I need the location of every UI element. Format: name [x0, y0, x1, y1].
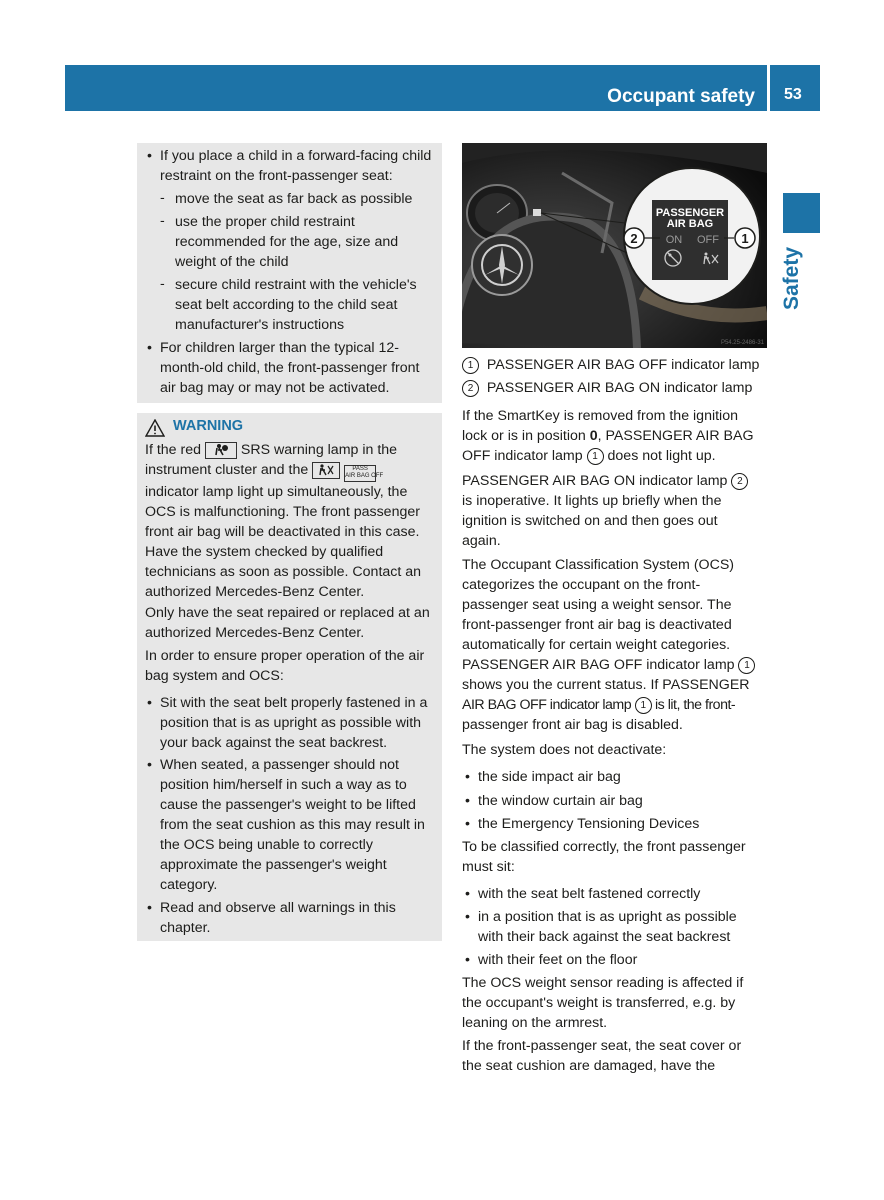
page-number-box — [770, 65, 820, 111]
panel-title-1: PASSENGER — [655, 207, 725, 219]
legend-item-2: 2 PASSENGER AIR BAG ON indicator lamp — [462, 378, 752, 398]
bullet: • — [147, 695, 152, 711]
warning-paragraph: Only have the seat repaired or replaced at an authorized Mercedes-Benz Center. — [145, 605, 430, 641]
section-title: Occupant safety — [607, 86, 755, 107]
bullet: • — [465, 769, 470, 785]
warning-title: WARNING — [173, 418, 244, 434]
bullet: • — [465, 952, 470, 968]
bullet-text: Read and observe all warnings in this chapter. — [160, 900, 396, 936]
paragraph-on-lamp: PASSENGER AIR BAG ON indicator lamp 2 is inoperative. It lights up briefly when the ignition is switched on and then goes out again. — [462, 471, 748, 551]
dash-text: move the seat as far back as possible — [175, 191, 413, 207]
child-restraint-box — [137, 143, 442, 403]
list-item: with their feet on the floor — [478, 952, 638, 968]
page-number: 53 — [784, 86, 802, 103]
paragraph-damaged: If the front-passenger seat, the seat cover or the seat cushion are damaged, have the — [462, 1038, 742, 1074]
bullet: • — [147, 900, 152, 916]
warning-triangle-icon — [145, 419, 165, 437]
warning-paragraph: In order to ensure proper operation of the air bag system and OCS: — [145, 648, 425, 684]
paragraph-not-deactivate: The system does not deactivate: — [462, 742, 667, 758]
legend-item-1: 1 PASSENGER AIR BAG OFF indicator lamp — [462, 355, 759, 375]
bullet: • — [147, 148, 152, 164]
header-bar — [65, 65, 767, 111]
dashboard-illustration — [462, 143, 767, 348]
dash: - — [160, 276, 165, 292]
paragraph-classified: To be classified correctly, the front passenger must sit: — [462, 839, 746, 875]
passenger-airbag-icon — [312, 462, 340, 479]
bullet-text: If you place a child in a forward-facing child restraint on the front-passenger seat: — [160, 148, 432, 184]
list-item: the Emergency Tensioning Devices — [478, 816, 700, 832]
bullet-text: When seated, a passenger should not position him/herself in such a way as to cause the passenger's weight to be lifted from the seat cushion as this may result in the OCS being unable to correctly approximate the passenger's weight category. — [160, 757, 425, 893]
list-item: in a position that is as upright as possible with their back against the seat backrest — [478, 909, 737, 945]
dash-text: use the proper child restraint recommended for the age, size and weight of the child — [175, 214, 399, 270]
callout-1-marker: 1 — [738, 657, 755, 674]
list-item: with the seat belt fastened correctly — [478, 886, 701, 902]
passenger-airbag-off-icon: PASS AIR BAG OFF — [344, 465, 376, 482]
dash: - — [160, 213, 165, 229]
bullet-text: Sit with the seat belt properly fastened in a position that is as upright as possible with your back against the seat backrest. — [160, 695, 428, 751]
callout-1-label: 1 — [741, 231, 749, 246]
callout-2-marker: 2 — [462, 380, 479, 397]
callout-2-marker: 2 — [731, 473, 748, 490]
callout-2-label: 2 — [630, 231, 638, 246]
on-label: ON — [665, 234, 683, 246]
bullet: • — [147, 757, 152, 773]
dashboard-photo — [462, 143, 767, 348]
bullet: • — [147, 340, 152, 356]
bullet-text: For children larger than the typical 12- month-old child, the front-passenger front air bag may or may not be activated. — [160, 340, 420, 396]
srs-warning-lamp-icon — [205, 442, 237, 459]
paragraph-smartkey: If the SmartKey is removed from the ignition lock or is in position 0, PASSENGER AIR BAG OFF indicator lamp 1 does not light up. — [462, 408, 754, 464]
warning-paragraph: If the red SRS warning lamp in the instrument cluster and the PASS AIR BAG OFF indicator lamp light up simultaneously, the OCS is malfunctioning. The front passenger front air bag will be deactivated in this case. Have the system checked by qualified technicians as soon as possible. Contact an authorized Mercedes-Benz Center. — [145, 442, 422, 600]
warning-box — [137, 413, 442, 941]
side-tab-label: Safety — [780, 246, 803, 310]
bullet: • — [465, 793, 470, 809]
bullet: • — [465, 816, 470, 832]
image-code: P54.25-2486-31 — [720, 340, 764, 346]
dash-text: secure child restraint with the vehicle's seat belt according to the child seat manufacturer's instructions — [175, 277, 417, 333]
callout-1-marker: 1 — [635, 697, 652, 714]
bullet: • — [465, 909, 470, 925]
off-label: OFF — [697, 234, 719, 246]
dash: - — [160, 190, 165, 206]
paragraph-weight-sensor: The OCS weight sensor reading is affected if the occupant's weight is transferred, e.g. by leaning on the armrest. — [462, 975, 744, 1031]
callout-1-marker: 1 — [587, 448, 604, 465]
list-item: the side impact air bag — [478, 769, 621, 785]
callout-1-marker: 1 — [462, 357, 479, 374]
panel-title-2: AIR BAG — [666, 218, 714, 230]
side-tab-marker — [783, 193, 820, 233]
bullet: • — [465, 886, 470, 902]
list-item: the window curtain air bag — [478, 793, 643, 809]
paragraph-ocs: The Occupant Classification System (OCS) categorizes the occupant on the front- passenger seat using a weight sensor. The front-passenger front air bag is deactivated automatically for certain weight categories. PASSENGER AIR BAG OFF indicator lamp 1 shows you the current status. If PASSENGER AIR BAG OFF indicator lamp 1 is lit, the front- passenger front air bag is disabled. — [462, 555, 755, 735]
